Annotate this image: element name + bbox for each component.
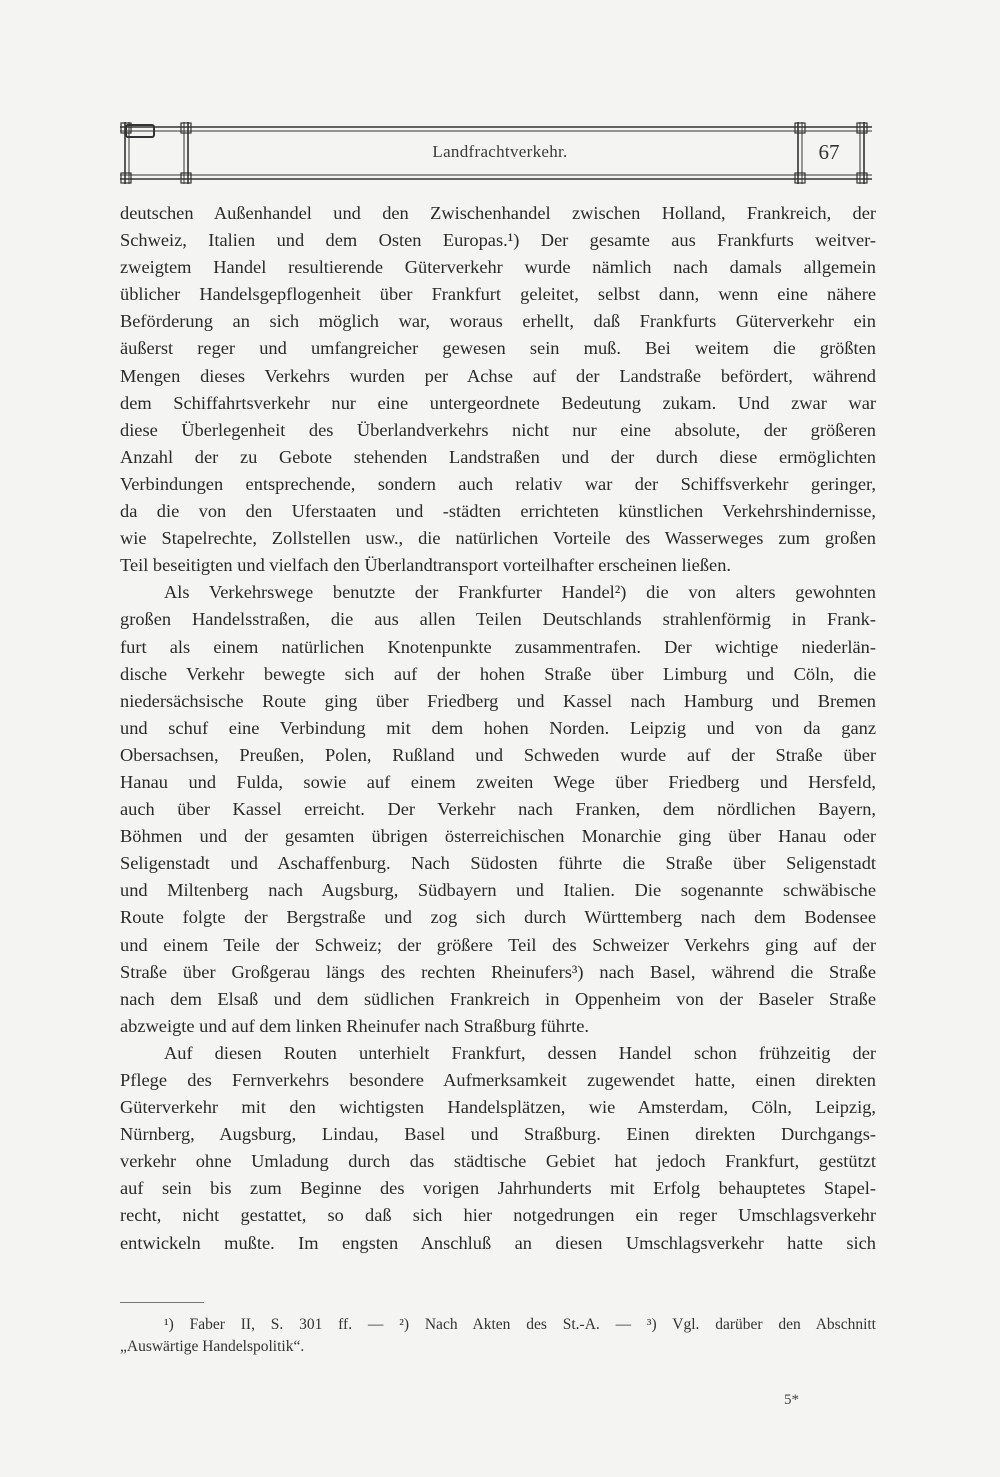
text-line: diese Überlegenheit des Überlandverkehrs nicht nur eine absolute, der größeren <box>120 419 876 440</box>
text-line: und schuf eine Verbindung mit dem hohen Norden. Leipzig und von da ganz <box>120 717 876 738</box>
text-line: Teil beseitigten und vielfach den Überlandtransport vorteilhafter erscheinen ließen. <box>120 555 731 576</box>
text-line: Schweiz, Italien und dem Osten Europas.¹) Der gesamte aus Frankfurts weitver- <box>120 230 876 251</box>
text-line: zweigtem Handel resultierende Güterverkehr wurde nämlich nach damals allgemein <box>120 257 876 278</box>
page-header <box>120 122 872 184</box>
text-line: äußerst reger und umfangreicher gewesen sein muß. Bei weitem die größten <box>120 338 876 359</box>
footnotes <box>120 1314 876 1358</box>
text-line: Mengen dieses Verkehrs wurden per Achse auf der Landstraße befördert, während <box>120 365 876 386</box>
footnote-line: „Auswärtige Handelspolitik“. <box>120 1338 305 1355</box>
text-line: abzweigte und auf dem linken Rheinufer nach Straßburg führte. <box>120 1015 589 1036</box>
text-line: niedersächsische Route ging über Friedberg und Kassel nach Hamburg und Bremen <box>120 690 876 711</box>
text-line: üblicher Handelsgepflogenheit über Frankfurt geleitet, selbst dann, wenn eine nähere <box>120 284 876 305</box>
text-line: dische Verkehr bewegte sich auf der hohen Straße über Limburg und Cöln, die <box>120 663 876 684</box>
text-line: Güterverkehr mit den wichtigsten Handelsplätzen, wie Amsterdam, Cöln, Leipzig, <box>120 1097 876 1118</box>
text-line: furt als einem natürlichen Knotenpunkte zusammentrafen. Der wichtige niederlän- <box>120 636 876 657</box>
text-line: Böhmen und der gesamten übrigen österreichischen Monarchie ging über Hanau oder <box>120 826 876 847</box>
text-line: wie Stapelrechte, Zollstellen usw., die natürlichen Vorteile des Wasserweges zum großen <box>120 528 876 549</box>
text-line: und einem Teile der Schweiz; der größere Teil des Schweizer Verkehrs ging auf der <box>120 934 876 955</box>
text-line: deutschen Außenhandel und den Zwischenhandel zwischen Holland, Frankreich, der <box>120 203 876 223</box>
page-number: 67 <box>818 140 840 164</box>
text-line: auf sein bis zum Beginne des vorigen Jahrhunderts mit Erfolg behauptetes Stapel- <box>120 1178 876 1199</box>
text-line: Route folgte der Bergstraße und zog sich durch Württemberg nach dem Bodensee <box>120 907 876 928</box>
text-line: Pflege des Fernverkehrs besondere Aufmerksamkeit zugewendet hatte, einen direkten <box>120 1070 876 1090</box>
footnote-separator <box>120 1302 204 1303</box>
text-line: Nürnberg, Augsburg, Lindau, Basel und Straßburg. Einen direkten Durchgangs- <box>120 1124 876 1145</box>
text-line: Als Verkehrswege benutzte der Frankfurter Handel²) die von alters gewohnten <box>164 582 876 603</box>
text-line: Anzahl der zu Gebote stehenden Landstraßen und der durch diese ermöglichten <box>120 446 876 467</box>
text-line: nach dem Elsaß und dem südlichen Frankreich in Oppenheim von der Baseler Straße <box>120 988 876 1009</box>
main-text <box>120 200 876 1257</box>
framed-rectangle-icon <box>120 122 160 140</box>
signature-mark: 5* <box>784 1392 799 1408</box>
running-title: Landfrachtverkehr. <box>432 142 568 161</box>
text-line: Straße über Großgerau längs des rechten Rheinufers³) nach Basel, während die Straße <box>120 961 876 982</box>
text-line: da die von den Uferstaaten und -städten errichteten künstlichen Verkehrshindernisse, <box>120 501 876 522</box>
text-line: Auf diesen Routen unterhielt Frankfurt, dessen Handel schon frühzeitig der <box>164 1042 876 1063</box>
text-line: recht, nicht gestattet, so daß sich hier notgedrungen ein reger Umschlagsverkehr <box>120 1205 876 1226</box>
text-line: großen Handelsstraßen, die aus allen Teilen Deutschlands strahlenförmig in Frank- <box>120 609 876 630</box>
text-line: dem Schiffahrtsverkehr nur eine untergeordnete Bedeutung zukam. Und zwar war <box>120 392 876 413</box>
text-line: auch über Kassel erreicht. Der Verkehr nach Franken, dem nördlichen Bayern, <box>120 799 876 820</box>
paragraph-3 <box>120 1040 876 1257</box>
text-line: und Miltenberg nach Augsburg, Südbayern und Italien. Die sogenannte schwäbische <box>120 880 876 901</box>
text-line: Hanau und Fulda, sowie auf einem zweiten Wege über Friedberg und Hersfeld, <box>120 771 876 792</box>
text-line: verkehr ohne Umladung durch das städtische Gebiet hat jedoch Frankfurt, gestützt <box>120 1151 876 1172</box>
text-line: Beförderung an sich möglich war, woraus erhellt, daß Frankfurts Güterverkehr ein <box>120 311 876 332</box>
paragraph-2 <box>120 579 876 1040</box>
text-line: Obersachsen, Preußen, Polen, Rußland und Schweden wurde auf der Straße über <box>120 744 876 765</box>
text-line: Verbindungen entsprechende, sondern auch relativ war der Schiffsverkehr geringer, <box>120 473 876 494</box>
footnote-line: ¹) Faber II, S. 301 ff. — ²) Nach Akten des St.-A. — ³) Vgl. darüber den Abschnitt <box>164 1316 876 1333</box>
text-line: entwickeln mußte. Im engsten Anschluß an diesen Umschlagsverkehr hatte sich <box>120 1232 876 1253</box>
text-line: Seligenstadt und Aschaffenburg. Nach Südosten führte die Straße über Seligenstadt <box>120 853 876 874</box>
paragraph-1 <box>120 200 876 579</box>
